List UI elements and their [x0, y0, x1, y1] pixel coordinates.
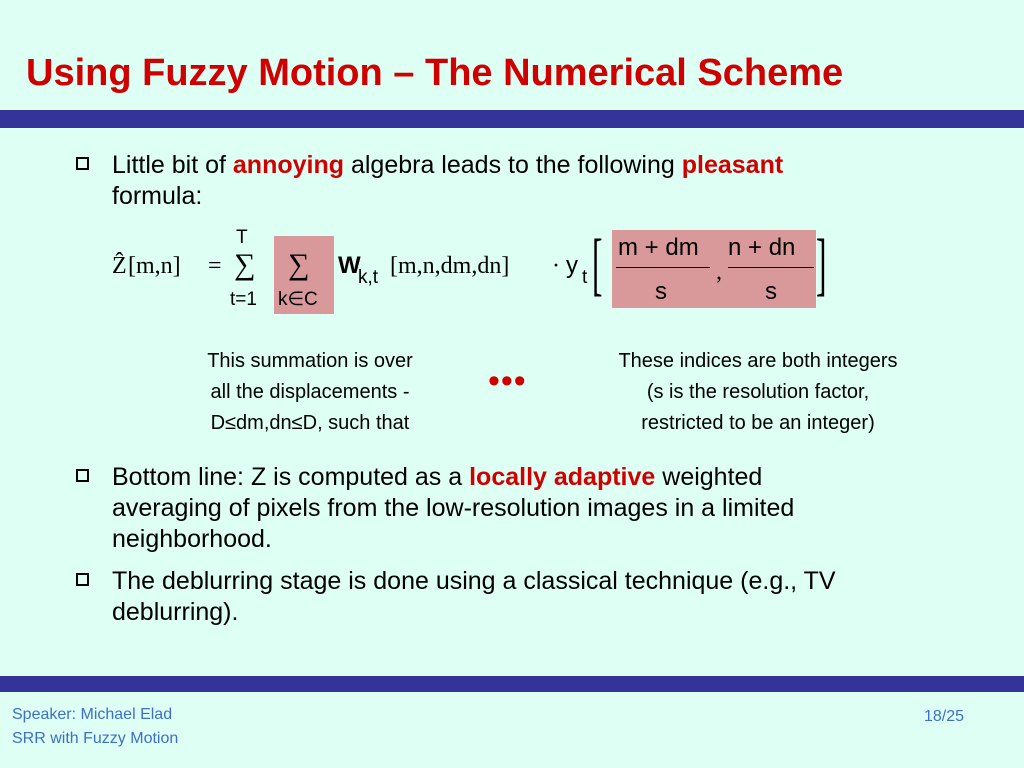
z-args: [m,n] — [128, 253, 181, 279]
y-subscript: t — [582, 267, 588, 288]
weight-subscript: k,t — [358, 267, 379, 288]
bullet-3-text-a: The deblurring stage is done using a classical technique (e.g., TV — [112, 567, 836, 595]
outer-sum-lower: t=1 — [230, 289, 257, 310]
inner-sum-lower: k∈C — [278, 289, 318, 310]
fuzzy-motion-formula — [110, 224, 840, 324]
footer-speaker: Speaker: Michael Elad — [12, 706, 173, 723]
indices-note-line-1: These indices are both integers — [618, 350, 898, 372]
equals-sign: = — [208, 253, 222, 279]
summation-note-line-3: D≤dm,dn≤D, such that — [210, 412, 410, 434]
checkbox-bullet-icon — [76, 469, 89, 482]
frac2-denominator: s — [765, 278, 777, 305]
bullet-1-highlight-annoying: annoying — [232, 151, 345, 179]
outer-sum-symbol: ∑ — [234, 248, 256, 281]
bullet-3-text-b: deblurring). — [112, 598, 239, 626]
summation-note-line-2: all the displacements - — [210, 381, 410, 403]
bullet-2-highlight-locally-adaptive: locally adaptive — [469, 463, 656, 491]
top-divider-bar — [0, 110, 1024, 128]
y-symbol: y — [566, 252, 578, 279]
bullet-2-text-b: weighted — [655, 463, 763, 491]
fraction-comma: , — [716, 259, 722, 285]
bullet-1-text-b: algebra leads to the following — [344, 151, 682, 179]
right-bracket: ] — [816, 226, 827, 303]
ellipsis-dots: ••• — [488, 362, 527, 400]
indices-note-line-3: restricted to be an integer) — [641, 412, 875, 434]
checkbox-bullet-icon — [76, 157, 89, 170]
footer-talk-title: SRR with Fuzzy Motion — [12, 730, 179, 747]
bullet-3 — [76, 566, 836, 628]
dot-operator: · — [552, 253, 560, 279]
summation-note — [160, 346, 460, 439]
bullet-2-text-d: neighborhood. — [112, 525, 272, 553]
summation-note-line-1: This summation is over — [207, 350, 413, 372]
frac1-line — [616, 267, 710, 268]
indices-note — [568, 346, 948, 439]
frac2-numerator: n + dn — [728, 234, 796, 261]
bullet-1 — [76, 150, 783, 212]
bullet-2 — [76, 462, 794, 555]
inner-sum-symbol: ∑ — [288, 248, 310, 281]
page-number: 18/25 — [923, 708, 964, 725]
bullet-1-text-a: Little bit of — [112, 151, 233, 179]
bottom-divider-bar — [0, 676, 1024, 692]
frac1-numerator: m + dm — [618, 234, 699, 261]
checkbox-bullet-icon — [76, 573, 89, 586]
bullet-1-highlight-pleasant: pleasant — [681, 151, 784, 179]
weight-args: [m,n,dm,dn] — [390, 253, 510, 279]
bullet-1-text-c: formula: — [112, 182, 203, 210]
frac2-line — [728, 267, 814, 268]
bullet-2-text-c: averaging of pixels from the low-resolution images in a limited — [112, 494, 795, 522]
outer-sum-upper: T — [236, 227, 248, 248]
weight-symbol: W — [338, 252, 361, 279]
frac1-denominator: s — [655, 278, 667, 305]
indices-note-line-2: (s is the resolution factor, — [646, 381, 870, 403]
left-bracket: [ — [592, 226, 603, 303]
slide-title: Using Fuzzy Motion – The Numerical Scheme — [26, 52, 844, 94]
z-hat-symbol: Ẑ — [112, 253, 127, 279]
bullet-2-text-a: Bottom line: Z is computed as a — [112, 463, 470, 491]
